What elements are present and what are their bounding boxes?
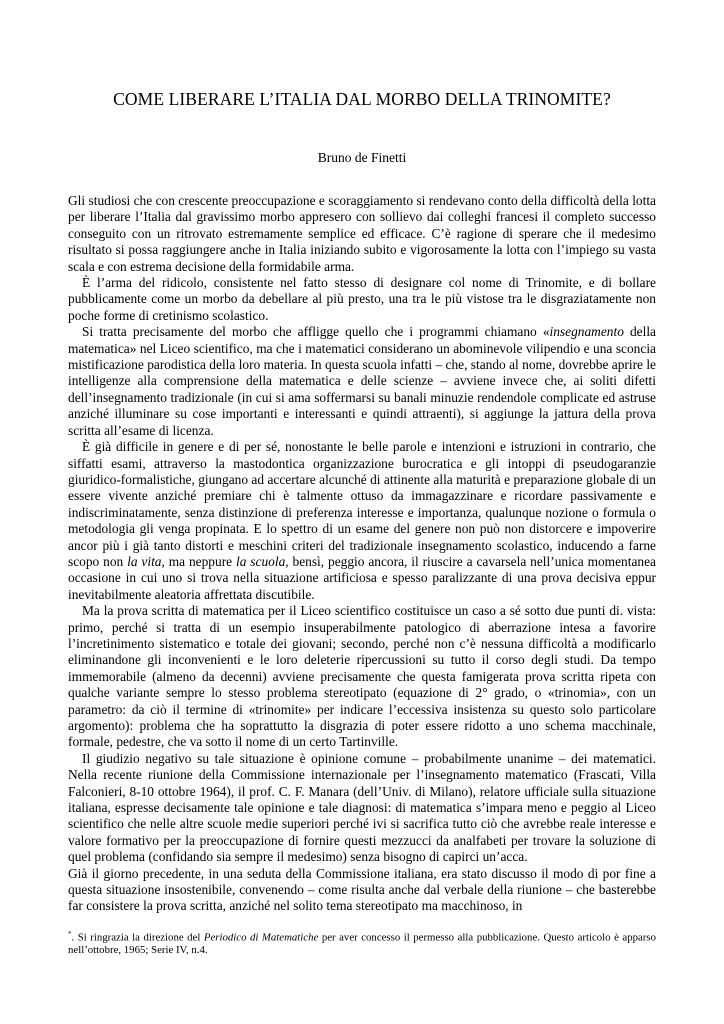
footnote-text-b: per aver concesso il permesso alla pubblicazione. Questo articolo è apparso nell’ottobre, 1965; Serie IV, n.4. [68,931,656,956]
footnote-text-a: . Si ringrazia la direzione del [71,931,204,944]
paragraph-5: Ma la prova scritta di matematica per il Liceo scientifico costituisce un caso a sé sotto due punti di. vista: primo, perché si tratta di un esempio insuperabilmente patologico di aberrazione intesa a favorire l’incretinimento sistematico e totale dei giovani; secondo, perché non c’è nessuna difficoltà a modificarlo eliminandone gli inconvenienti e le loro deleterie ripercussioni su tutto il corso degli studi. Da tempo immemorabile (almeno da decenni) avviene precisamente che questa famigerata prova scritta ripeta con qualche variante sempre lo stesso problema stereotipato (equazione di 2° grado, o «trinomia», con un parametro: da ciò il termine di «trinomite» per indicare l’eccessiva insistenza su questo solo particolare argomento): problema che ha soprattutto la disgrazia di poter essere ridotto a uno schema macchinale, formale, pedestre, che va sotto il nome di un certo Tartinville. [68,603,656,750]
article-title: COME LIBERARE L’ITALIA DAL MORBO DELLA TRINOMITE? [113,89,611,109]
paragraph-1: Gli studiosi che con crescente preoccupazione e scoraggiamento si rendevano conto della difficoltà della lotta per liberare l’Italia dal gravissimo morbo appresero con sollievo dai colleghi francesi il completo successo conseguito con un ritrovato estremamente semplice ed efficace. C’è ragione di sperare che il medesimo risultato si possa raggiungere anche in Italia iniziando subito e vigorosamente la lotta con l’impiego su vasta scala e con estrema decisione della formidabile arma. [68,193,656,274]
paragraph-4-text-c: bensì, peggio ancora, il riuscire a cavarsela nell’unica momentanea occasione in cui uno si trova nella situazione artificiosa e spesso paralizzante di una prova decisiva eppur inevitabilmente aleatoria affrettata discutibile. [68,553,656,602]
article-body [68,193,656,915]
footnote-marker: * [68,930,72,938]
paragraph-4 [68,439,656,603]
paragraph-4-emphasis-1: la vita, [127,553,165,569]
paragraph-2: È l’arma del ridicolo, consistente nel fatto stesso di designare col nome di Trinomite, e di bollare pubblicamente come un morbo da debellare al più presto, una tra le più vistose tra le disgraziatamente non poche forme di cretinismo scolastico. [68,275,656,323]
paragraph-7: Già il giorno precedente, in una seduta della Commissione italiana, era stato discusso il modo di por fine a questa situazione insostenibile, convenendo – come risulta anche dal verbale della riunione – che basterebbe far consistere la prova scritta, anziché nel solito tema stereotipato ma macchinoso, in [68,865,656,914]
footnote [68,928,656,956]
paragraph-4-text-a: È già difficile in genere e di per sé, nonostante le belle parole e intenzioni e istruzioni in contrario, che siffatti esami, attraverso la mastodontica organizzazione burocratica e gli intoppi di pseudogaranzie giuridico-formalistiche, giungano ad accertare alcunché di attinente alla maturità e preparazione globale di un essere vivente anziché premiare chi è talmente ottuso da immagazzinare e ricordare passivamente e indiscriminatamente, senza distinzione di preferenza interesse e importanza, qualunque nozione o formula o metodologia gli venga propinata. E lo spettro di un esame del genere non può non distorcere e impoverire ancor più i già tanto distorti e meschini criteri del tradizionale insegnamento scolastico, inducendo a farne scopo non [68,439,656,569]
paragraph-6: Il giudizio negativo su tale situazione è opinione comune – probabilmente unanime – dei matematici. Nella recente riunione della Commissione internazionale per l’insegnamento matematico (Frascati, Villa Falconieri, 8-10 ottobre 1964), il prof. C. F. Manara (dell’Univ. di Milano), relatore ufficiale sulla situazione italiana, espresse decisamente tale opinione e tale diagnosi: di matematica s’impara meno e peggio al Liceo scientifico che nelle altre scuole medie superiori perché ivi si sacrifica tutto ciò che avrebbe reale interesse e valore formativo per la preoccupazione di fornire questi mezzucci da analfabeti per trovare la soluzione di quel problema (confidando sia sempre il medesimo) senza bisogno di capirci un’acca. [68,750,656,865]
author-name: Bruno de Finetti [317,150,407,165]
paragraph-3 [68,324,656,439]
paragraph-4-text-b: ma neppure [164,553,236,569]
paragraph-3-text-b: della matematica» nel Liceo scientifico, ma che i matematici considerano un abominevole vilipendio e una sconcia mistificazione parodistica della loro materia. In questa scuola infatti – che, stando al nome, dovrebbe aprire le intelligenze alla comprensione della matematica e delle scienze – avviene invece che, ai soliti difetti dell’insegnamento tradizionale (in cui si ama soffermarsi su banali minuzie rendendole complicate ed astruse anziché illuminare su cose importanti e interessanti e quindi attraenti), si aggiunge la jattura della prova scritta all’esame di licenza. [68,324,657,438]
paragraph-3-text-a: Si tratta precisamente del morbo che affligge quello che i programmi chiamano « [82,324,550,340]
footnote-journal: Periodico di Matematiche [203,931,319,944]
paragraph-4-emphasis-2: la scuola, [236,553,289,569]
paragraph-3-emphasis: insegnamento [549,324,624,340]
